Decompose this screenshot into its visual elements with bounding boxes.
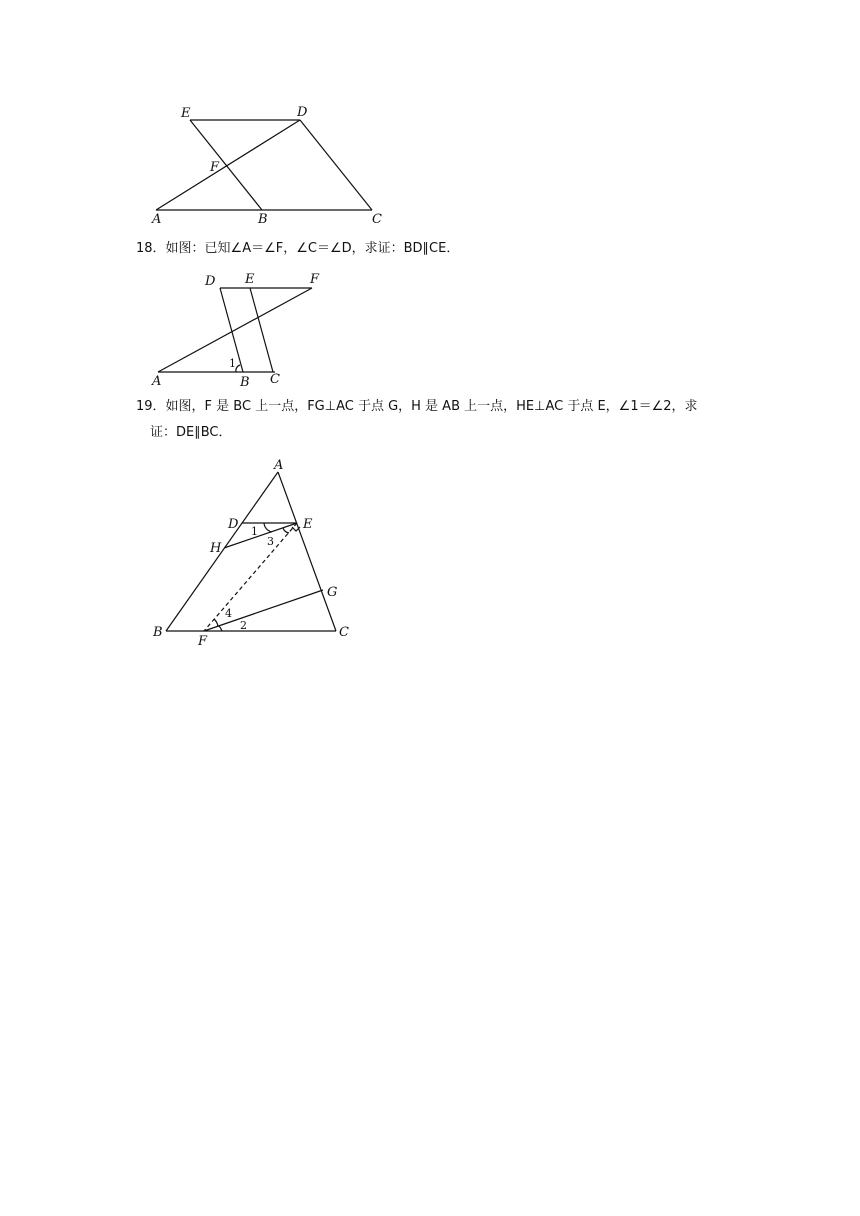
label-E: E [181, 106, 191, 121]
label-G: G [327, 585, 338, 600]
angle-1-label: 1 [251, 525, 258, 538]
angle-3-arc [283, 528, 289, 533]
angle-2-label: 2 [240, 619, 247, 632]
label-H: H [210, 541, 222, 556]
label-D: D [205, 274, 216, 289]
label-B: B [240, 375, 250, 390]
angle-4-arc [214, 619, 218, 627]
label-B: B [153, 625, 163, 640]
angle-1-arc [264, 523, 272, 532]
label-D: D [228, 517, 239, 532]
label-A: A [152, 374, 162, 389]
label-A: A [152, 212, 162, 227]
label-E: E [303, 517, 313, 532]
question-text: 如图：已知∠A＝∠F，∠C＝∠D，求证：BD∥CE． [165, 241, 460, 256]
question-text: 如图，F 是 BC 上一点，FG⊥AC 于点 G，H 是 AB 上一点，HE⊥AC 于点 E，∠1＝∠2，求 [165, 399, 698, 414]
question-number: 18． [136, 241, 166, 256]
label-F: F [210, 160, 220, 175]
label-B: B [258, 212, 268, 227]
angle-2-arc [219, 626, 222, 631]
label-C: C [270, 372, 280, 387]
angle-3-label: 3 [267, 535, 274, 548]
side-AB [166, 472, 278, 631]
label-A: A [274, 458, 284, 473]
question-text-continued: 证：DE∥BC． [150, 425, 232, 440]
label-C: C [339, 625, 349, 640]
label-F: F [198, 634, 208, 649]
label-D: D [297, 105, 308, 120]
side-AC [278, 472, 336, 631]
angle-4-label: 4 [225, 607, 232, 620]
label-E: E [245, 272, 255, 287]
question-number: 19． [136, 399, 166, 414]
label-F: F [310, 272, 320, 287]
angle-1-label: 1 [229, 357, 236, 370]
label-C: C [372, 212, 382, 227]
